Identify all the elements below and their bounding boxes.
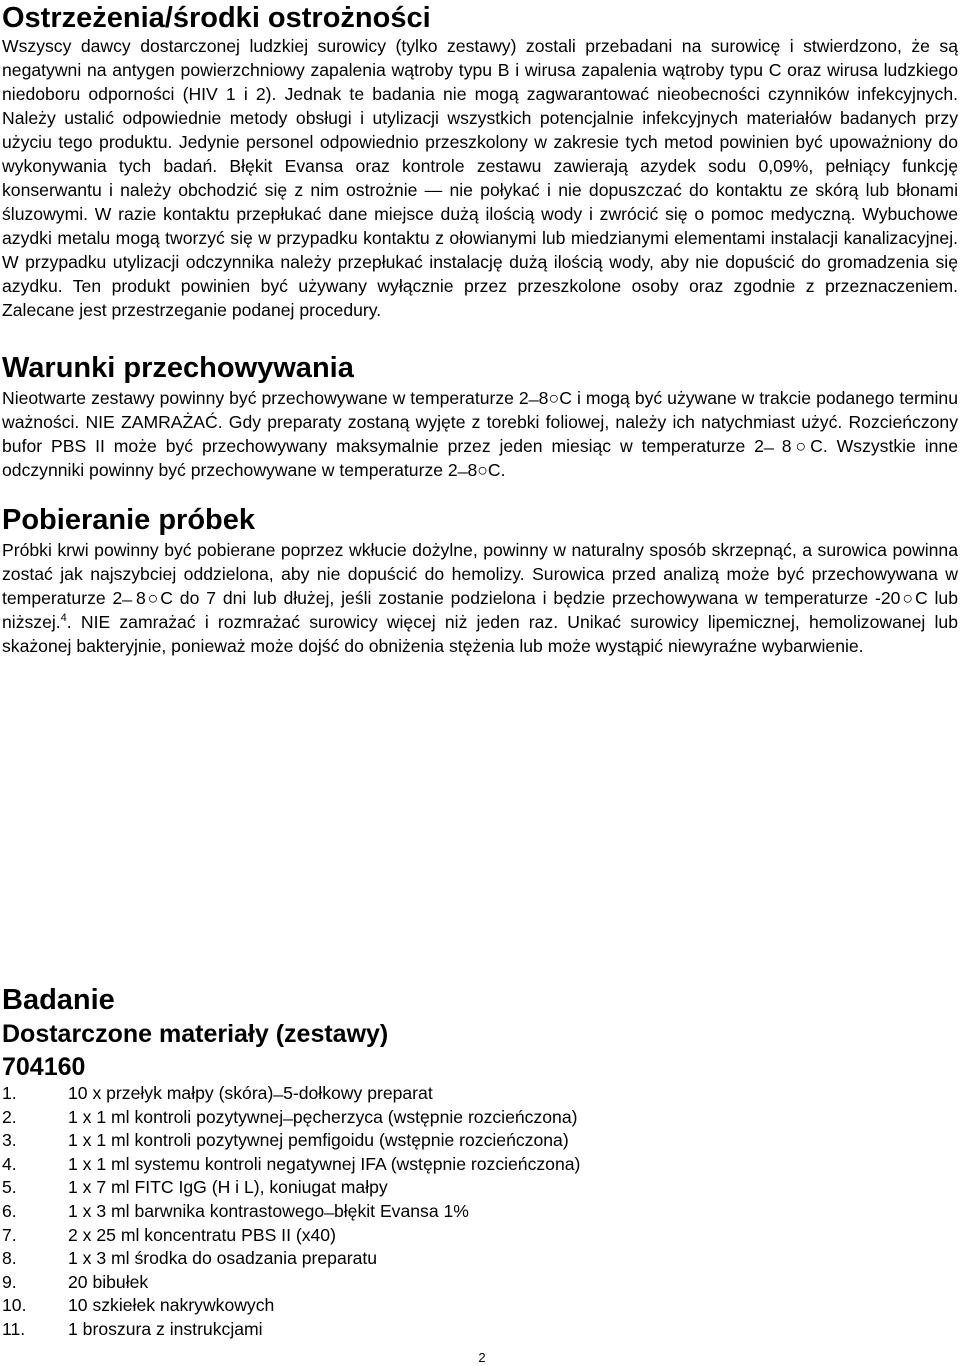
list-item-text: 20 bibułek (68, 1271, 149, 1292)
warnings-section (2, 2, 958, 322)
list-item (2, 1247, 958, 1271)
list-item-text: 1 x 7 ml FITC IgG (H i L), koniugat małpy (68, 1177, 388, 1198)
page-number: 2 (478, 1350, 486, 1365)
assay-section (2, 984, 958, 1342)
list-item-text: 1 x 3 ml barwnika kontrastowego ̶ błękit Evansa 1% (68, 1200, 469, 1221)
list-item-number: 9. (2, 1271, 17, 1292)
list-item (2, 1176, 958, 1200)
kit-code: 704160 (2, 1053, 86, 1081)
sampling-section (2, 504, 958, 658)
sampling-paragraph (2, 538, 958, 658)
sampling-heading: Pobieranie próbek (2, 504, 256, 536)
list-item-text: 10 x przełyk małpy (skóra) ̶ 5-dołkowy preparat (68, 1083, 433, 1103)
reference-superscript: 4 (60, 612, 67, 624)
list-item-number: 4. (2, 1153, 17, 1174)
list-item (2, 1129, 958, 1153)
list-item-text: 1 x 3 ml środka do osadzania preparatu (68, 1248, 378, 1269)
list-item-number: 3. (2, 1130, 17, 1151)
list-item (2, 1294, 958, 1318)
storage-heading: Warunki przechowywania (2, 352, 354, 384)
list-item (2, 1200, 958, 1224)
list-item-number: 6. (2, 1200, 17, 1221)
list-item (2, 1224, 958, 1248)
list-item-number: 1. (2, 1083, 17, 1103)
list-item-text: 1 broszura z instrukcjami (68, 1318, 263, 1339)
list-item-text: 2 x 25 ml koncentratu PBS II (x40) (68, 1224, 336, 1245)
sampling-text-part1: Próbki krwi powinny być pobierane poprzez wkłucie dożylne, powinny w naturalny sposób skrzepnąć, a surowica powinna zostać jak najszybciej oddzielona, aby nie dopuścić do hemolizy. Surowica przed analizą może być przechowywana w temperaturze 2 ̶ 8○C do 7 dni lub dłużej, jeśli zostanie podzielona i będzie przechowywana w temperaturze -20○C lub niższej. (2, 540, 958, 632)
list-item-number: 11. (2, 1318, 26, 1339)
list-item-text: 1 x 1 ml kontroli pozytywnej ̶ pęcherzyca (wstępnie rozcieńczona) (68, 1106, 578, 1127)
list-item-number: 5. (2, 1177, 17, 1198)
warnings-paragraph: Wszyscy dawcy dostarczonej ludzkiej surowicy (tylko zestawy) zostali przebadani na surowicę i stwierdzono, że są negatywni na antygen powierzchniowy zapalenia wątroby typu B i wirusa zapalenia wątroby typu C oraz wirusa ludzkiego niedoboru odporności (HIV 1 i 2). Jednak te badania nie mogą zagwarantować nieobecności czynników infekcyjnych. Należy ustalić odpowiednie metody obsługi i utylizacji wszystkich potencjalnie infekcyjnych materiałów badanych przy użyciu tego produktu. Jedynie personel odpowiednio przeszkolony w zakresie tych metod powinien być upoważniony do wykonywania tych badań. Błękit Evansa oraz kontrole zestawu zawierają azydek sodu 0,09%, pełniący funkcję konserwantu i należy obchodzić się z nim ostrożnie ― nie połykać i nie dopuszczać do kontaktu ze skórą lub błonami śluzowymi. W razie kontaktu przepłukać dane miejsce dużą ilością wody i zwrócić się o pomoc medyczną. Wybuchowe azydki metalu mogą tworzyć się w przypadku kontaktu z ołowianymi lub miedzianymi elementami instalacji kanalizacyjnej. W przypadku utylizacji odczynnika należy przepłukać instalację dużą ilością wody, aby nie dopuścić do gromadzenia się azydku. Ten produkt powinien być używany wyłącznie przez przeszkolone osoby oraz zgodnie z przeznaczeniem. Zalecane jest przestrzeganie podanej procedury. (2, 36, 958, 320)
list-item-number: 8. (2, 1248, 17, 1269)
materials-heading: Dostarczone materiały (zestawy) (2, 1020, 389, 1048)
list-item-number: 7. (2, 1224, 17, 1245)
storage-paragraph: Nieotwarte zestawy powinny być przechowywane w temperaturze 2 ̶ 8○C i mogą być używane w trakcie podanego terminu ważności. NIE ZAMRAŻAĆ. Gdy preparaty zostaną wyjęte z torebki foliowej, należy ich natychmiast użyć. Rozcieńczony bufor PBS II może być przechowywany maksymalnie przez jeden miesiąc w temperaturze 2 ̶ 8○C. Wszystkie inne odczynniki powinny być przechowywane w temperaturze 2 ̶ 8○C. (2, 388, 958, 480)
materials-list (2, 1082, 958, 1342)
list-item (2, 1082, 958, 1106)
list-item (2, 1106, 958, 1130)
list-item-number: 10. (2, 1295, 27, 1316)
page-footer (0, 1350, 960, 1366)
list-item (2, 1271, 958, 1295)
list-item (2, 1318, 958, 1342)
list-item-number: 2. (2, 1106, 17, 1127)
storage-section (2, 352, 958, 482)
sampling-text-part2: . NIE zamrażać i rozmrażać surowicy więcej niż jeden raz. Unikać surowicy lipemicznej, hemolizowanej lub skażonej bakteryjnie, ponieważ może dojść do obniżenia stężenia lub może wystąpić niewyraźne wybarwienie. (2, 612, 958, 656)
list-item-text: 1 x 1 ml systemu kontroli negatywnej IFA (wstępnie rozcieńczona) (68, 1153, 581, 1174)
assay-heading: Badanie (2, 984, 115, 1016)
warnings-heading: Ostrzeżenia/środki ostrożności (2, 2, 431, 34)
list-item (2, 1153, 958, 1177)
list-item-text: 1 x 1 ml kontroli pozytywnej pemfigoidu (wstępnie rozcieńczona) (68, 1130, 569, 1151)
list-item-text: 10 szkiełek nakrywkowych (68, 1295, 275, 1316)
